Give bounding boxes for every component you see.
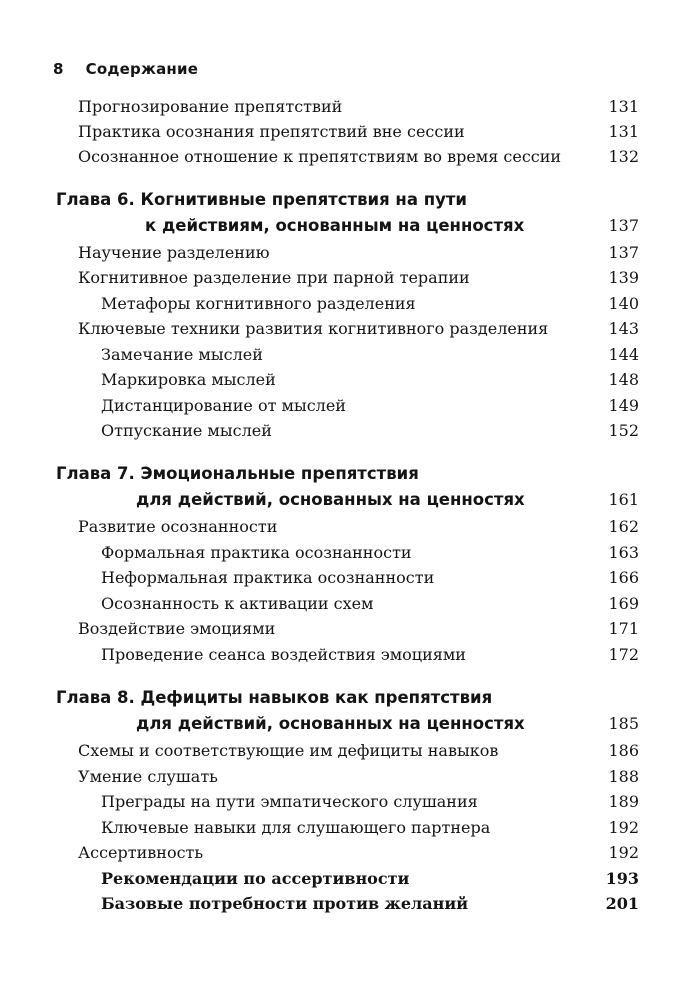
toc-entry-title: Прогнозирование препятствий bbox=[78, 97, 343, 116]
toc-entry-page: 166 bbox=[608, 568, 639, 587]
toc-entry-title: Отпускание мыслей bbox=[101, 421, 272, 440]
toc-entry-title: Воздействие эмоциями bbox=[78, 619, 276, 638]
toc-entry-page: 152 bbox=[608, 421, 639, 440]
toc-entry-page: 131 bbox=[608, 97, 639, 116]
toc-entry-page: 192 bbox=[608, 843, 639, 862]
toc-entry-page: 188 bbox=[608, 767, 639, 786]
toc-entry-title: Когнитивное разделение при парной терапии bbox=[78, 268, 470, 287]
toc-entry-page: 189 bbox=[608, 792, 639, 811]
toc-entry-page: 132 bbox=[608, 147, 639, 166]
chapter-title-line2: к действиям, основанным на ценностях bbox=[145, 216, 525, 235]
toc-entry-page: 137 bbox=[608, 243, 639, 262]
toc-subentry bbox=[0, 816, 682, 840]
toc-subentry bbox=[0, 368, 682, 392]
toc-entry-page: 139 bbox=[608, 268, 639, 287]
toc-entry-title: Формальная практика осознанности bbox=[101, 543, 412, 562]
toc-entry bbox=[0, 739, 682, 763]
toc-entry-title: Метафоры когнитивного разделения bbox=[101, 294, 416, 313]
toc-entry-title: Развитие осознанности bbox=[78, 517, 278, 536]
toc-subentry bbox=[0, 566, 682, 590]
toc-entry-title: Базовые потребности против желаний bbox=[101, 894, 469, 913]
running-head bbox=[53, 60, 198, 78]
toc-entry-page: 131 bbox=[608, 122, 639, 141]
chapter-page: 185 bbox=[608, 714, 639, 733]
toc-subentry bbox=[0, 343, 682, 367]
running-head-title: Содержание bbox=[85, 60, 199, 78]
toc-entry-title: Ассертивность bbox=[78, 843, 204, 862]
toc-subentry bbox=[0, 394, 682, 418]
toc-entry-page: 140 bbox=[608, 294, 639, 313]
toc-entry-page: 163 bbox=[608, 543, 639, 562]
chapter-title-line1: Глава 7. Эмоциональные препятствия bbox=[56, 464, 419, 483]
chapter-page: 137 bbox=[608, 216, 639, 235]
toc-subentry bbox=[0, 292, 682, 316]
toc-entry-page: 169 bbox=[608, 594, 639, 613]
toc-entry bbox=[0, 120, 682, 144]
toc-entry-page: 192 bbox=[608, 818, 639, 837]
toc-entry-page: 171 bbox=[608, 619, 639, 638]
toc-entry-page: 172 bbox=[608, 645, 639, 664]
toc-entry-title: Осознанность к активации схем bbox=[101, 594, 374, 613]
toc-subentry bbox=[0, 867, 682, 891]
toc-entry-page: 193 bbox=[605, 869, 639, 888]
toc-entry-page: 201 bbox=[605, 894, 639, 913]
toc-subentry bbox=[0, 790, 682, 814]
chapter-title-line2: для действий, основанных на ценностях bbox=[136, 490, 525, 509]
toc-entry bbox=[0, 241, 682, 265]
toc-entry bbox=[0, 317, 682, 341]
toc-entry bbox=[0, 841, 682, 865]
toc-subentry bbox=[0, 592, 682, 616]
chapter-title-line2: для действий, основанных на ценностях bbox=[136, 714, 525, 733]
toc-entry-title: Умение слушать bbox=[78, 767, 218, 786]
toc-entry-page: 143 bbox=[608, 319, 639, 338]
toc-entry-title: Преграды на пути эмпатического слушания bbox=[101, 792, 478, 811]
toc-entry-title: Схемы и соответствующие им дефициты навыков bbox=[78, 741, 499, 760]
toc-entry-title: Ключевые техники развития когнитивного разделения bbox=[78, 319, 549, 338]
toc-entry-title: Осознанное отношение к препятствиям во время сессии bbox=[78, 147, 562, 166]
toc-subentry bbox=[0, 892, 682, 916]
toc-entry-title: Неформальная практика осознанности bbox=[101, 568, 435, 587]
toc-entry-title: Рекомендации по ассертивности bbox=[101, 869, 410, 888]
chapter-page: 161 bbox=[608, 490, 639, 509]
toc-entry-title: Ключевые навыки для слушающего партнера bbox=[101, 818, 491, 837]
toc-entry bbox=[0, 515, 682, 539]
page-number: 8 bbox=[53, 60, 64, 78]
toc-entry-page: 148 bbox=[608, 370, 639, 389]
toc-entry-title: Практика осознания препятствий вне сессии bbox=[78, 122, 465, 141]
toc-entry-page: 144 bbox=[608, 345, 639, 364]
toc-entry-page: 149 bbox=[608, 396, 639, 415]
toc-entry-title: Замечание мыслей bbox=[101, 345, 263, 364]
toc-entry-title: Научение разделению bbox=[78, 243, 270, 262]
toc-entry-page: 186 bbox=[608, 741, 639, 760]
chapter-title-line1: Глава 6. Когнитивные препятствия на пути bbox=[56, 190, 467, 209]
toc-entry-title: Дистанцирование от мыслей bbox=[101, 396, 346, 415]
toc-subentry bbox=[0, 643, 682, 667]
toc-entry bbox=[0, 617, 682, 641]
toc-subentry bbox=[0, 541, 682, 565]
toc-entry-title: Проведение сеанса воздействия эмоциями bbox=[101, 645, 466, 664]
toc-entry bbox=[0, 95, 682, 119]
chapter-title-line1: Глава 8. Дефициты навыков как препятствия bbox=[56, 688, 493, 707]
toc-entry bbox=[0, 266, 682, 290]
toc-subentry bbox=[0, 419, 682, 443]
toc-entry-title: Маркировка мыслей bbox=[101, 370, 276, 389]
toc-entry-page: 162 bbox=[608, 517, 639, 536]
toc-entry bbox=[0, 765, 682, 789]
toc-entry bbox=[0, 145, 682, 169]
